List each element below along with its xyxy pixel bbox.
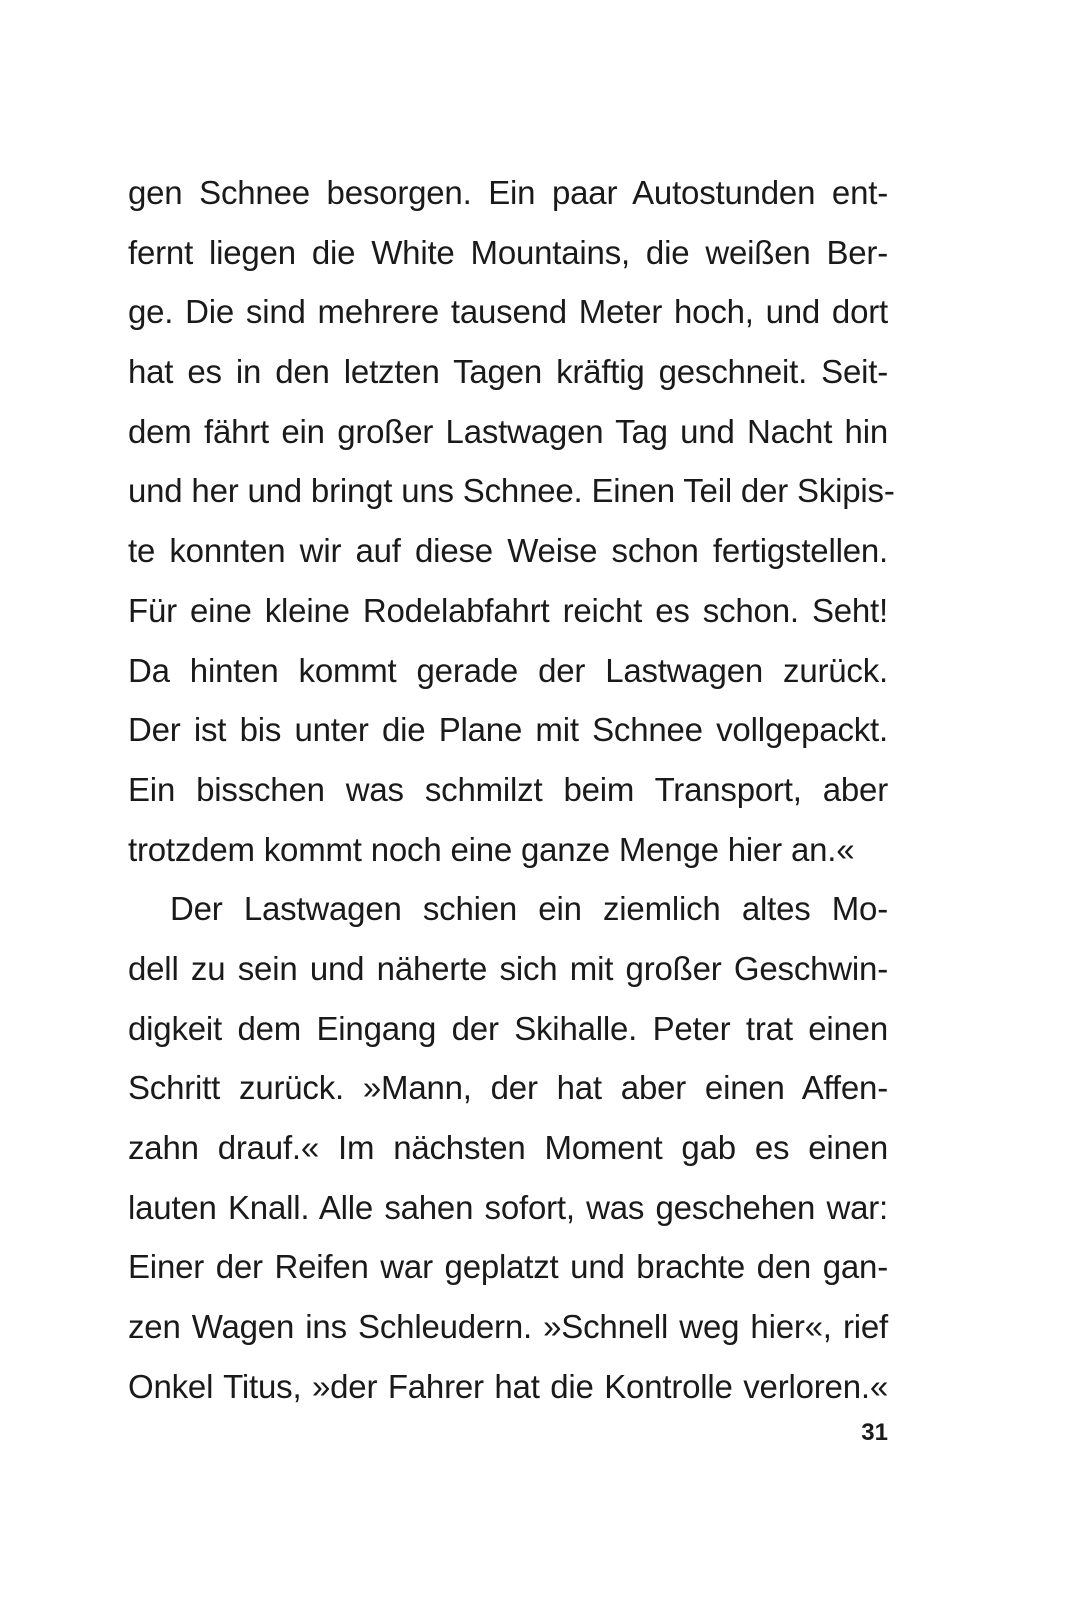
text-line: dell zu sein und näherte sich mit großer Geschwin- bbox=[128, 949, 888, 987]
text-line: trotzdem kommt noch eine ganze Menge hier an.« bbox=[128, 830, 855, 868]
text-line: Für eine kleine Rodelabfahrt reicht es schon. Seht! bbox=[128, 591, 888, 629]
text-line: Ein bisschen was schmilzt beim Transport, aber bbox=[128, 770, 888, 808]
text-line: Einer der Reifen war geplatzt und brachte den gan- bbox=[128, 1248, 888, 1286]
text-line: dem fährt ein großer Lastwagen Tag und Nacht hin bbox=[128, 412, 888, 450]
text-line: te konnten wir auf diese Weise schon fertigstellen. bbox=[128, 532, 888, 570]
text-line: Onkel Titus, »der Fahrer hat die Kontrolle verloren.« bbox=[128, 1367, 888, 1405]
body-text bbox=[128, 163, 895, 1416]
text-line: gen Schnee besorgen. Ein paar Autostunden ent- bbox=[128, 174, 888, 211]
text-line: Der ist bis unter die Plane mit Schnee vollgepackt. bbox=[128, 711, 888, 749]
paragraph-start-line: Der Lastwagen schien ein ziemlich altes Mo- bbox=[170, 890, 888, 928]
text-line: lauten Knall. Alle sahen sofort, was geschehen war: bbox=[128, 1188, 888, 1226]
text-line: fernt liegen die White Mountains, die weißen Ber- bbox=[128, 233, 888, 271]
text-line: ge. Die sind mehrere tausend Meter hoch, und dort bbox=[128, 293, 888, 331]
page-number: 31 bbox=[861, 1419, 888, 1446]
text-line: zen Wagen ins Schleudern. »Schnell weg hier«, rief bbox=[128, 1308, 888, 1346]
text-line: und her und bringt uns Schnee. Einen Teil der Skipis- bbox=[128, 472, 895, 510]
text-line: digkeit dem Eingang der Skihalle. Peter trat einen bbox=[128, 1009, 888, 1047]
text-line: hat es in den letzten Tagen kräftig geschneit. Seit- bbox=[128, 353, 888, 391]
text-line: Schritt zurück. »Mann, der hat aber einen Affen- bbox=[128, 1069, 888, 1107]
text-line: Da hinten kommt gerade der Lastwagen zurück. bbox=[128, 651, 888, 689]
text-line: zahn drauf.« Im nächsten Moment gab es einen bbox=[128, 1129, 888, 1166]
